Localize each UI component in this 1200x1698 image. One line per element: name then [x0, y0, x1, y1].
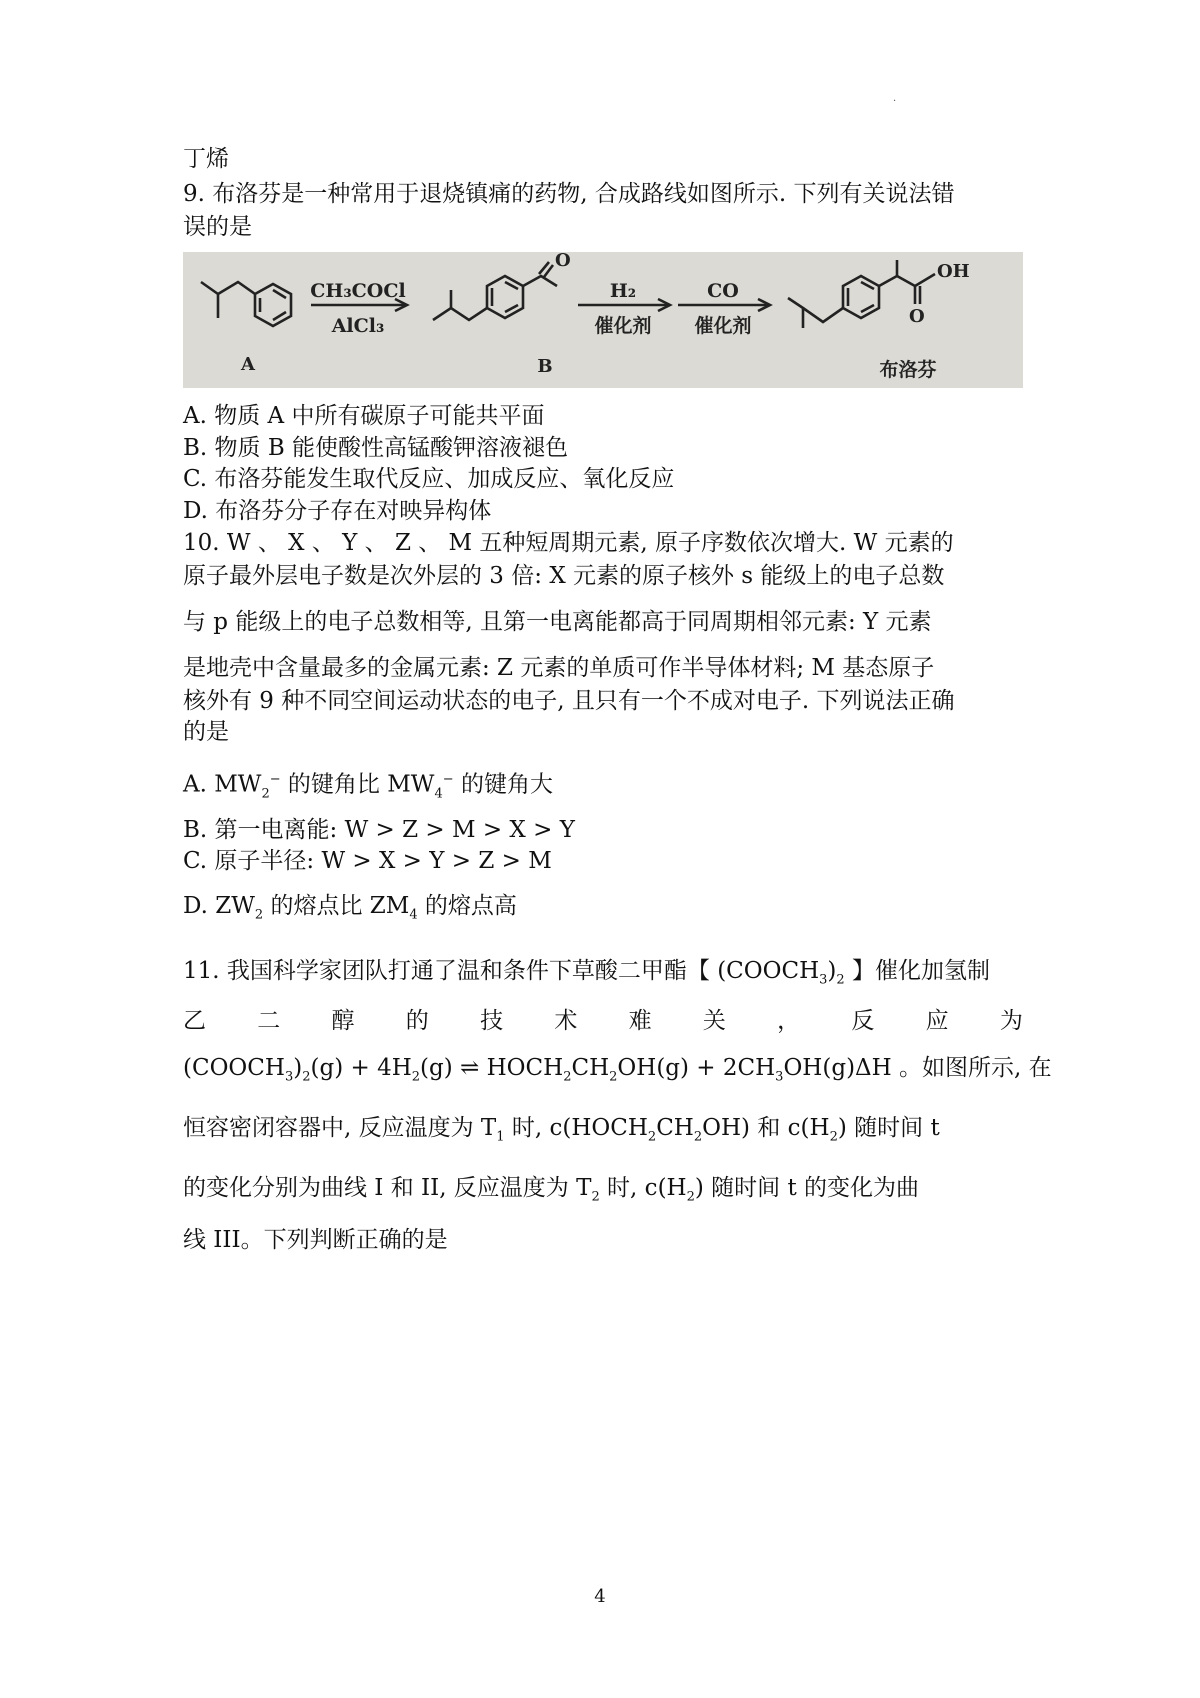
ibuprofen-label: 布洛芬 — [879, 359, 937, 381]
arrow-1-catalyst: AlCl₃ — [331, 315, 385, 337]
product-oh-label: OH — [937, 261, 970, 282]
question-9-stem-cont: 误的是 — [183, 214, 252, 240]
p-isobutyl — [788, 298, 803, 328]
question-10-stem-5: 核外有 9 种不同空间运动状态的电子, 且只有一个不成对电子. 下列说法正确 — [183, 688, 955, 714]
option-9c: C. 布洛芬能发生取代反应、加成反应、氧化反应 — [183, 466, 675, 492]
text-line: 丁烯 — [183, 146, 229, 172]
a-isobutyl-bond — [201, 282, 218, 318]
option-9b: B. 物质 B 能使酸性高锰酸钾溶液褪色 — [183, 435, 569, 461]
question-10-stem: 10. W 、 X 、 Y 、 Z 、 M 五种短周期元素, 原子序数依次增大. W 元素的 — [183, 530, 954, 556]
option-9d: D. 布洛芬分子存在对映异构体 — [183, 498, 492, 524]
option-10d: D. $ZW_2$ 的熔点比 $ZM_4$ 的熔点高 — [183, 893, 517, 923]
b-isobutyl — [433, 308, 487, 320]
p-chain — [803, 308, 843, 322]
page-number: 4 — [594, 1586, 606, 1607]
scan-dot: · — [893, 96, 897, 107]
question-11-stem: 11. 我国科学家团队打通了温和条件下草酸二甲酯【 $(COOCH_3)_2$ 】催化加氢制 — [183, 958, 990, 988]
question-11-stem-6: 线 III。下列判断正确的是 — [183, 1227, 448, 1253]
option-10a: A. $MW_2^-$ 的键角比 $MW_4^-$ 的键角大 — [183, 771, 553, 802]
question-11-equation: $(COOCH_3)_2(g) + 4H_2(g)$ ⇌ $HOCH_2CH_2OH(g) + 2CH_3OH(g)\Delta H$ 。如图所示, 在 — [183, 1055, 1052, 1085]
option-9a: A. 物质 A 中所有碳原子可能共平面 — [183, 403, 545, 429]
question-10-stem-4: 是地壳中含量最多的金属元素: Z 元素的单质可作半导体材料; M 基态原子 — [183, 655, 935, 681]
b-acetyl — [523, 276, 557, 286]
question-10-stem-3: 与 p 能级上的电子总数相等, 且第一电离能都高于同周期相邻元素: Y 元素 — [183, 609, 932, 635]
question-9-stem: 9. 布洛芬是一种常用于退烧镇痛的药物, 合成路线如图所示. 下列有关说法错 — [183, 181, 955, 207]
arrow-1-reagent: CH₃COCl — [310, 280, 406, 302]
synthesis-scheme — [183, 252, 1023, 388]
arrow-3-catalyst: 催化剂 — [694, 315, 752, 337]
synthesis-scheme-drawing — [183, 252, 1023, 388]
question-11-stem-5: 的变化分别为曲线 I 和 II, 反应温度为 $T_2$ 时, $c(H_2)$ 随时间 t 的变化为曲 — [183, 1175, 920, 1205]
question-11-stem-2: 乙 二 醇 的 技 术 难 关 ， 反 应 为 — [183, 1008, 1023, 1034]
option-10b: B. 第一电离能: W > Z > M > X > Y — [183, 817, 575, 843]
option-10c: C. 原子半径: W > X > Y > Z > M — [183, 848, 552, 874]
arrow-2-reagent: H₂ — [609, 280, 637, 302]
b-oxygen-label: O — [555, 252, 571, 271]
question-10-stem-2: 原子最外层电子数是次外层的 3 倍: X 元素的原子核外 s 能级上的电子总数 — [183, 563, 945, 589]
product-oxygen-label: O — [909, 306, 925, 327]
p-propanoic — [879, 276, 915, 286]
compound-a-label: A — [241, 354, 255, 375]
arrow-3-reagent: CO — [707, 280, 739, 302]
question-10-stem-6: 的是 — [183, 719, 229, 745]
arrow-2-catalyst: 催化剂 — [594, 315, 652, 337]
question-11-stem-4: 恒容密闭容器中, 反应温度为 $T_1$ 时, $c(HOCH_2CH_2OH)$ 和 $c(H_2)$ 随时间 t — [183, 1115, 940, 1145]
a-chain-bond — [218, 282, 255, 294]
compound-b-label: B — [537, 356, 553, 377]
